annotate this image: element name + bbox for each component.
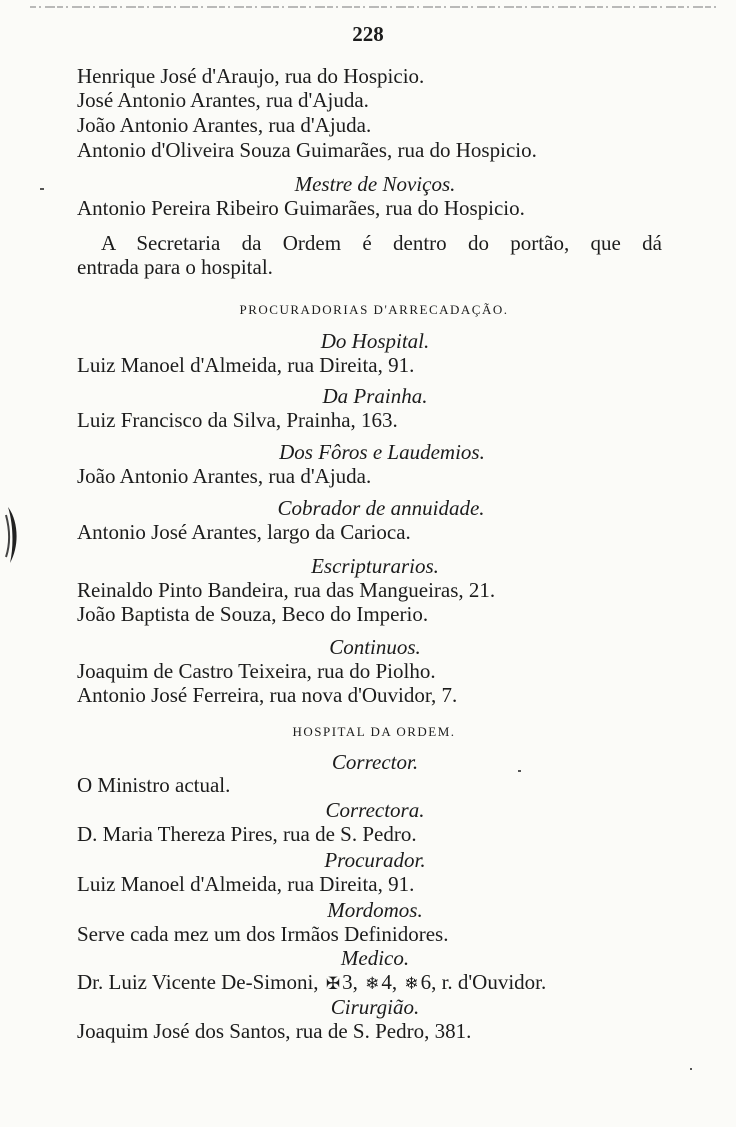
subsection-title: Continuos. xyxy=(329,635,421,659)
paragraph-secretaria-cont: entrada para o hospital. xyxy=(77,255,273,279)
medico-name: Dr. Luiz Vicente De-Simoni, xyxy=(77,970,319,994)
entry-line: Antonio d'Oliveira Souza Guimarães, rua do Hospicio. xyxy=(77,138,537,162)
section-title-mestre: Mestre de Noviços. xyxy=(294,172,456,196)
subsection-title: Dos Fôros e Laudemios. xyxy=(279,440,485,464)
subsection-title: Cirurgião. xyxy=(330,995,420,1019)
order-star-icon: ❄ xyxy=(365,974,380,993)
entry-line: Reinaldo Pinto Bandeira, rua das Mangueiras, 21. xyxy=(77,578,496,602)
entry-line: O Ministro actual. xyxy=(77,773,231,797)
order-star-icon: ❄ xyxy=(404,974,419,993)
subsection-title: Corrector. xyxy=(331,750,419,774)
medico-address: 6, r. d'Ouvidor. xyxy=(420,970,547,994)
entry-line: Joaquim José dos Santos, rua de S. Pedro, 381. xyxy=(77,1019,472,1043)
entry-line: Luiz Francisco da Silva, Prainha, 163. xyxy=(77,408,398,432)
medico-cross-grade: 3, xyxy=(342,970,358,994)
scan-speck xyxy=(518,770,521,772)
subsection-title: Procurador. xyxy=(324,848,426,872)
entry-line: João Antonio Arantes, rua d'Ajuda. xyxy=(77,464,372,488)
entry-line: José Antonio Arantes, rua d'Ajuda. xyxy=(77,88,369,112)
section-heading-procuradorias: PROCURADORIAS D'ARRECADAÇÃO. xyxy=(239,302,509,317)
scan-speck xyxy=(40,188,44,190)
page-number: 228 xyxy=(352,22,384,46)
subsection-title: Mordomos. xyxy=(327,898,423,922)
scan-speck xyxy=(690,1068,692,1070)
subsection-title: Correctora. xyxy=(325,798,425,822)
entry-line: Luiz Manoel d'Almeida, rua Direita, 91. xyxy=(77,872,415,896)
entry-line: João Baptista de Souza, Beco do Imperio. xyxy=(77,602,429,626)
entry-line: Antonio Pereira Ribeiro Guimarães, rua do Hospicio. xyxy=(77,196,525,220)
subsection-title: Da Prainha. xyxy=(322,384,428,408)
entry-line: Henrique José d'Araujo, rua do Hospicio. xyxy=(77,64,425,88)
entry-line: D. Maria Thereza Pires, rua de S. Pedro. xyxy=(77,822,417,846)
entry-line: Serve cada mez um dos Irmãos Definidores. xyxy=(77,922,449,946)
entry-line: Luiz Manoel d'Almeida, rua Direita, 91. xyxy=(77,353,415,377)
subsection-title: Medico. xyxy=(340,946,410,970)
entry-line: Joaquim de Castro Teixeira, rua do Piolho. xyxy=(77,659,436,683)
order-cross-icon: ✠ xyxy=(325,974,341,993)
subsection-title: Do Hospital. xyxy=(320,329,430,353)
entry-line-medico xyxy=(77,970,546,996)
paragraph-secretaria: A Secretaria da Ordem é dentro do portão, que dá xyxy=(101,231,662,255)
subsection-title: Cobrador de annuidade. xyxy=(277,496,485,520)
medico-cross-grade: 4, xyxy=(381,970,398,994)
entry-line: Antonio José Arantes, largo da Carioca. xyxy=(77,520,411,544)
subsection-title: Escripturarios. xyxy=(311,554,439,578)
section-heading-hospital-ordem: HOSPITAL DA ORDEM. xyxy=(292,724,456,739)
entry-line: Antonio José Ferreira, rua nova d'Ouvidor, 7. xyxy=(77,683,458,707)
entry-line: João Antonio Arantes, rua d'Ajuda. xyxy=(77,113,372,137)
